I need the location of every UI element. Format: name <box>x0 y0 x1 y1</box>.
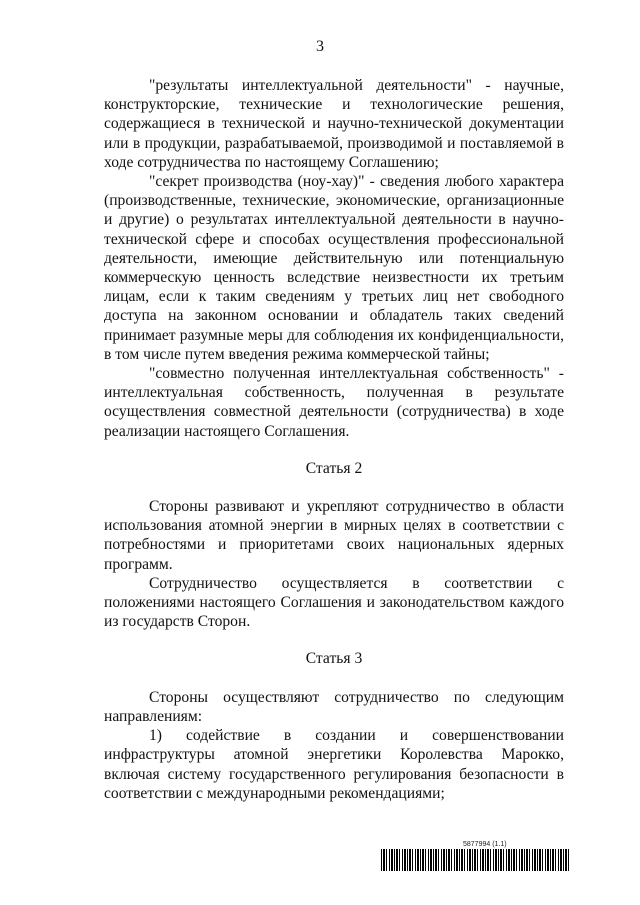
page-number: 3 <box>316 38 324 55</box>
definition-paragraph: "секрет производства (ноу-хау)" - сведения любого характера (производственные, технические, экономические, организационные и другие) о результатах интеллектуальной деятельности в научно-технической сфере и способах осуществления профессиональной деятельности, имеющие действительную или потенциальную коммерческую ценность вследствие неизвестности их третьим лицам, если к таким сведениям у третьих лиц нет свободного доступа на законном основании и обладатель таких сведений принимает разумные меры для соблюдения их конфиденциальности, в том числе путем введения режима коммерческой тайны; <box>104 173 564 363</box>
barcode-label: 5877994 (1.1) <box>463 841 507 848</box>
definition-paragraph: "совместно полученная интеллектуальная собственность" - интеллектуальная собственность, полученная в результате осуществления совместной деятельности (сотрудничества) в ходе реализации настоящего Соглашения. <box>104 365 564 440</box>
barcode-icon <box>381 849 569 871</box>
article-3-heading: Статья 3 <box>305 650 363 668</box>
article-2-heading: Статья 2 <box>305 459 363 477</box>
definition-paragraph: "результаты интеллектуальной деятельности" - научные, конструкторские, технические и технологические решения, содержащиеся в технической и научно-технической документации или в продукции, разрабатываемой, производимой и поставляемой в ходе сотрудничества по настоящему Соглашению; <box>104 77 564 171</box>
article-3-paragraph: 1) содействие в создании и совершенствовании инфраструктуры атомной энергетики Королевства Марокко, включая систему государственного регулирования безопасности в соответствии с международными рекомендациями; <box>104 727 564 802</box>
article-3-paragraph: Стороны осуществляют сотрудничество по следующим направлениям: <box>104 688 564 725</box>
article-2-paragraph: Сотрудничество осуществляется в соответствии с положениями настоящего Соглашения и законодательством каждого из государств Сторон. <box>104 574 564 631</box>
document-body <box>104 76 564 803</box>
article-2-paragraph: Стороны развивают и укрепляют сотрудничество в области использования атомной энергии в мирных целях в соответствии с потребностями и приоритетами своих национальных ядерных программ. <box>104 498 564 573</box>
